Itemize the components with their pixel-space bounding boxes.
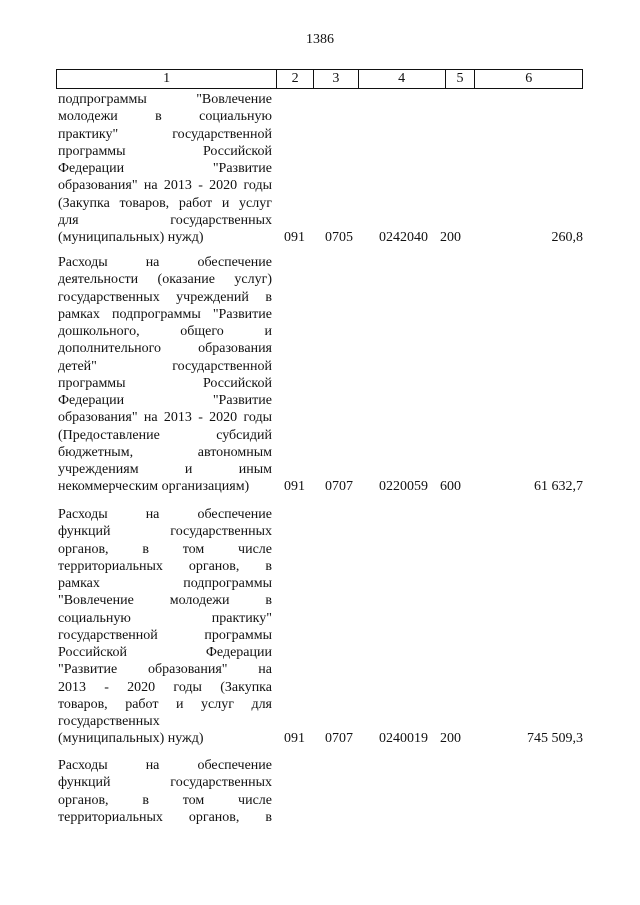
row-description bbox=[58, 757, 272, 826]
description-line: территориальных органов, в bbox=[58, 809, 272, 825]
page-number: 1386 bbox=[306, 32, 334, 47]
description-line: Расходы на обеспечение bbox=[58, 507, 272, 522]
description-line: подпрограммы "Вовлечение bbox=[58, 92, 272, 107]
row-description bbox=[58, 254, 272, 496]
description-line: практику" государственной bbox=[58, 126, 272, 142]
row-description bbox=[58, 91, 272, 246]
row-codes bbox=[58, 479, 583, 496]
section-code: 0707 bbox=[325, 479, 353, 495]
expense-type-code: 200 bbox=[440, 230, 461, 245]
target-article-code: 0240019 bbox=[379, 731, 428, 747]
table-row bbox=[58, 757, 583, 826]
description-line: "Развитие образования" на bbox=[58, 662, 272, 678]
grbs-code: 091 bbox=[284, 479, 305, 495]
description-line: дополнительного образования bbox=[58, 341, 272, 357]
header-col-2: 2 bbox=[277, 70, 314, 88]
header-col-5: 5 bbox=[446, 70, 476, 88]
description-line: (Предоставление субсидий bbox=[58, 427, 272, 443]
row-description bbox=[58, 506, 272, 748]
grbs-code: 091 bbox=[284, 230, 305, 245]
description-line: Расходы на обеспечение bbox=[58, 758, 272, 773]
description-line: 2013 - 2020 годы (Закупка bbox=[58, 679, 272, 695]
expense-type-code: 200 bbox=[440, 731, 461, 747]
description-line: государственных учреждений в bbox=[58, 289, 272, 305]
target-article-code: 0220059 bbox=[379, 479, 428, 495]
expense-type-code: 600 bbox=[440, 479, 461, 495]
description-line: дошкольного, общего и bbox=[58, 324, 272, 339]
description-line: территориальных органов, в bbox=[58, 558, 272, 574]
description-line: Расходы на обеспечение bbox=[58, 255, 272, 270]
description-line: Федерации "Развитие bbox=[58, 393, 272, 408]
row-codes bbox=[58, 731, 583, 748]
description-line: (муниципальных) нужд) bbox=[58, 731, 204, 747]
description-line: учреждениям и иным bbox=[58, 462, 272, 477]
table-row bbox=[58, 91, 583, 246]
header-col-6: 6 bbox=[525, 71, 533, 86]
description-line: программы Российской bbox=[58, 375, 272, 391]
target-article-code: 0242040 bbox=[379, 230, 428, 245]
description-line: "Вовлечение молодежи в bbox=[58, 593, 272, 609]
section-code: 0705 bbox=[325, 230, 353, 245]
description-line: социальную практику" bbox=[58, 610, 272, 626]
header-col-4: 4 bbox=[359, 70, 446, 88]
description-line: некоммерческим организациям) bbox=[58, 479, 250, 495]
description-line: детей" государственной bbox=[58, 358, 272, 374]
description-line: Федерации "Развитие bbox=[58, 161, 272, 176]
description-line: Российской Федерации bbox=[58, 645, 272, 660]
section-code: 0707 bbox=[325, 731, 353, 747]
description-line: (Закупка товаров, работ и услуг bbox=[58, 195, 272, 211]
description-line: государственных bbox=[58, 714, 160, 729]
description-line: государственной программы bbox=[58, 627, 272, 643]
amount: 260,8 bbox=[551, 230, 583, 245]
description-line: товаров, работ и услуг для bbox=[58, 696, 272, 712]
description-line: деятельности (оказание услуг) bbox=[58, 272, 272, 288]
description-line: функций государственных bbox=[58, 524, 272, 540]
description-line: образования" на 2013 - 2020 годы bbox=[58, 410, 272, 426]
grbs-code: 091 bbox=[284, 731, 305, 747]
amount: 61 632,7 bbox=[534, 479, 583, 495]
table-header bbox=[56, 69, 583, 89]
description-line: для государственных bbox=[58, 212, 272, 228]
description-line: рамках подпрограммы "Развитие bbox=[58, 306, 272, 322]
header-col-3: 3 bbox=[314, 70, 359, 88]
description-line: органов, в том числе bbox=[58, 792, 272, 808]
description-line: программы Российской bbox=[58, 143, 272, 159]
table-row bbox=[58, 506, 583, 748]
description-line: образования" на 2013 - 2020 годы bbox=[58, 178, 272, 194]
table-row bbox=[58, 254, 583, 496]
header-col-1: 1 bbox=[57, 70, 277, 88]
description-line: рамках подпрограммы bbox=[58, 576, 272, 591]
description-line: функций государственных bbox=[58, 775, 272, 791]
description-line: органов, в том числе bbox=[58, 541, 272, 557]
description-line: молодежи в социальную bbox=[58, 109, 272, 125]
amount: 745 509,3 bbox=[527, 731, 583, 747]
description-line: бюджетным, автономным bbox=[58, 444, 272, 460]
row-codes bbox=[58, 229, 583, 246]
description-line: (муниципальных) нужд) bbox=[58, 230, 204, 245]
